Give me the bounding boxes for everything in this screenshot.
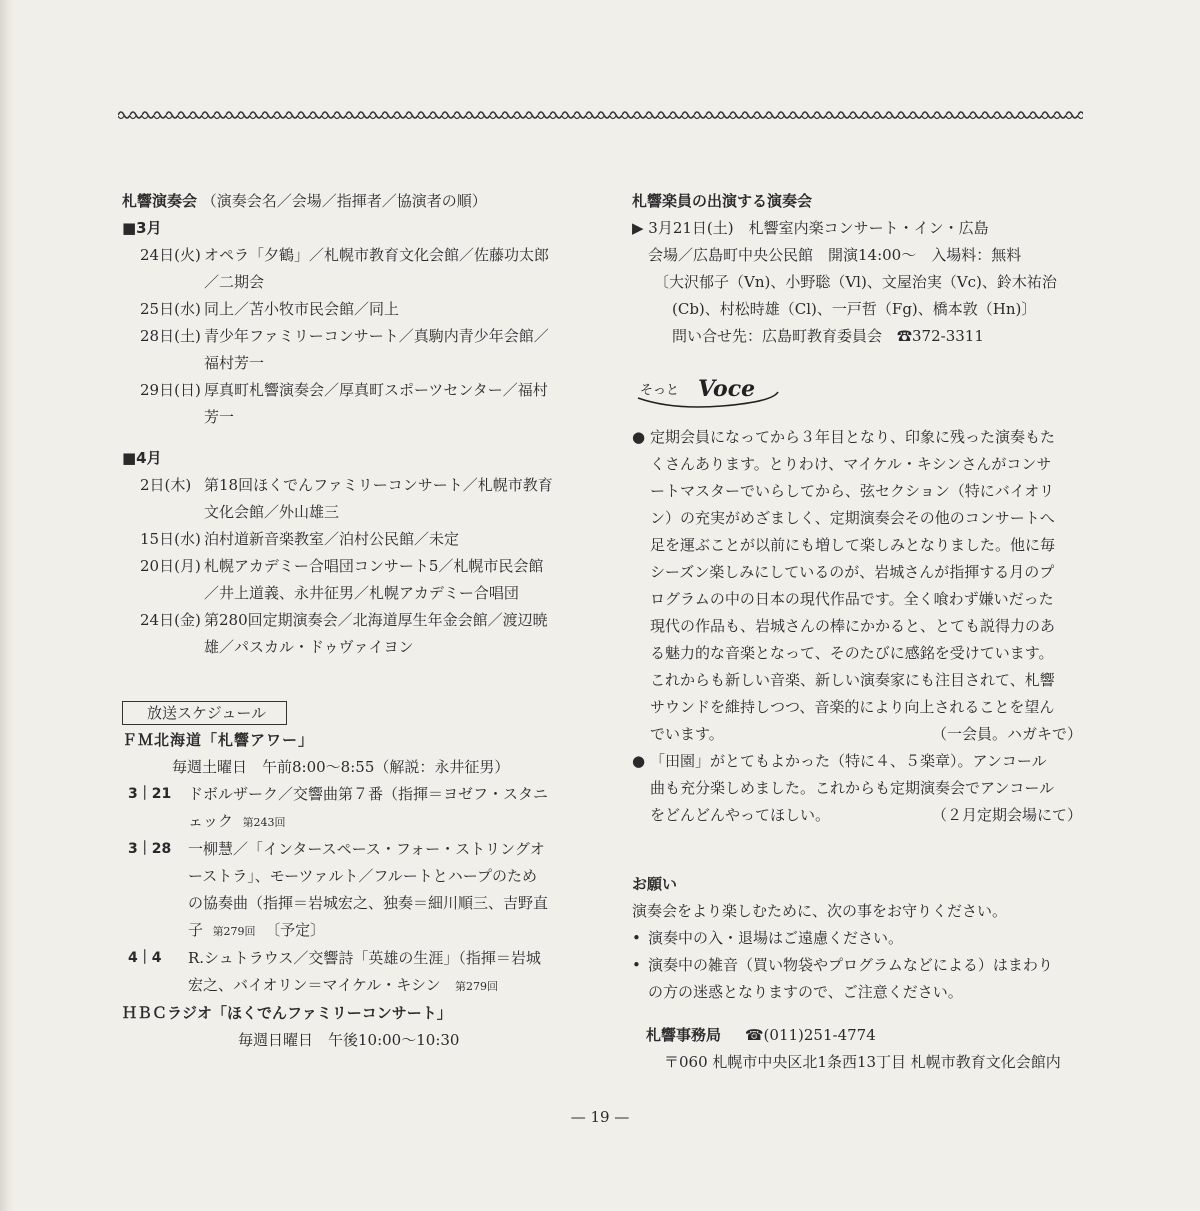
office-info [632,1022,1082,1049]
voice-line: ログラムの中の日本の現代作品です。全く喰わず嫌いだった [650,590,1054,608]
voice-line: シーズン楽しみにしているのが、岩城さんが指揮する月のプ [650,563,1055,581]
broadcast-line: 一柳慧／「インタースペース・フォー・ストリングオ [188,840,545,858]
event-item [122,242,582,296]
broadcast-line-wrap [188,917,582,945]
request-item [632,925,1082,952]
month-march [122,215,582,431]
request-bullet: • [632,956,641,974]
broadcast-line: ーストラ」、モーツァルト／フルートとハープのため [188,867,538,885]
broadcast-item [122,836,582,945]
broadcast-line: ドボルザーク／交響曲第７番（指揮＝ヨゼフ・スタニ [188,785,549,803]
broadcast-schedule-label: 放送スケジュール [147,704,267,722]
event-date: 28日(土) [140,327,201,345]
svg-text:Voce: Voce [698,376,756,402]
broadcast-line: ェック [188,812,234,830]
voice-line-wrap [650,802,1082,829]
concert-contact: 問い合せ先：広島町教育委員会 ☎372-3311 [672,327,984,345]
voice-signature: （一会員。ハガキで） [931,725,1082,743]
event-date: 24日(火) [140,246,201,264]
event-item [122,607,582,661]
voce-logo [632,370,1082,410]
concerts-heading-note: （演奏会名／会場／指揮者／協演者の順） [201,192,487,210]
concert-members: 〔大沢郁子（Vn)、小野聡（Vl)、文屋治実（Vc)、鈴木祐治 [654,273,1057,291]
broadcast-date: 3｜28 [128,841,172,857]
event-line: 厚真町札響演奏会／厚真町スポーツセンター／福村 [204,381,548,399]
event-date: 2日(木) [140,476,192,494]
event-line: 芳一 [204,408,235,426]
concerts-heading-title: 札響演奏会 [122,192,198,210]
voice-line: ン）の充実がめざましく、定期演奏会その他のコンサートへ [650,509,1055,527]
member-concerts-heading: 札響楽員の出演する演奏会 [632,192,813,210]
page-number: — 19 — [570,1108,630,1126]
event-line: ／二期会 [204,273,265,291]
event-line: 文化会館／外山雄三 [204,503,340,521]
broadcast-date: 4｜4 [128,950,162,966]
event-item [122,526,582,553]
event-line: ／井上道義、永井征男／札幌アカデミー合唱団 [204,584,519,602]
voice-line-wrap [650,721,1082,748]
broadcast-note: 第279回 [212,925,256,938]
broadcast-line: の協奏曲（指揮＝岩城宏之、独奏＝細川順三、吉野直 [188,894,549,912]
request-title: お願い [632,875,678,893]
voice-line: サウンドを維持しつつ、音楽的により向上されることを望ん [650,698,1055,716]
right-column [632,188,1082,1076]
office-phone: ☎(011)251-4774 [744,1026,876,1044]
wavy-divider [118,108,1083,122]
concerts-heading [122,188,582,215]
event-line: 第18回ほくでんファミリーコンサート／札幌市教育 [204,476,553,494]
concert-venue: 会場／広島町中央公民館 開演14:00〜 入場料：無料 [648,246,1022,264]
month-april [122,445,582,661]
event-line: 札幌アカデミー合唱団コンサート5／札幌市民会館 [204,557,544,575]
event-item [122,377,582,431]
event-date: 25日(水) [140,300,201,318]
event-item [122,323,582,377]
broadcast-item [122,781,582,836]
concert-title: ▶ 3月21日(土) 札響室内楽コンサート・イン・広島 [632,219,989,237]
voice-bullet: ● [632,428,646,446]
request-bullet: • [632,929,641,947]
event-line: 第280回定期演奏会／北海道厚生年金会館／渡辺暁 [204,611,548,629]
broadcast-line: 宏之、バイオリン＝マイケル・キシン [188,976,441,994]
event-line: 福村芳一 [204,354,265,372]
event-line: 青少年ファミリーコンサート／真駒内青少年会館／ [204,327,549,345]
voice-line: る魅力的な音楽となって、そのたびに感銘を受けています。 [650,644,1054,662]
voice-line: 曲も充分楽しめました。これからも定期演奏会でアンコール [650,779,1055,797]
broadcast-line: 子 [188,921,204,939]
broadcast-date: 3｜21 [128,786,172,802]
request-line: 演奏中の入・退場はご遠慮ください。 [648,929,904,947]
voice-signature: （２月定期会場にて） [931,806,1082,824]
event-item [122,296,582,323]
request-intro: 演奏会をより楽しむために、次の事をお守りください。 [632,902,1008,920]
event-date: 24日(金) [140,611,201,629]
voice-line: これからも新しい音楽、新しい演奏家にも注目されて、札響 [650,671,1055,689]
voice-line: くさんあります。とりわけ、マイケル・キシンさんがコンサ [650,455,1052,473]
binding-shadow [0,0,14,1211]
month-label: ■4月 [122,449,162,467]
event-date: 15日(水) [140,530,201,548]
broadcast-extra: 〔予定〕 [265,921,326,939]
event-line: オペラ「夕鶴」／札幌市教育文化会館／佐藤功太郎 [204,246,550,264]
voice-line: 現代の作品も、岩城さんの棒にかかると、とても説得力のあ [650,617,1056,635]
voce-logo-graphic [632,370,782,410]
voice-line: をどんどんやってほしい。 [650,806,831,824]
broadcast-line-wrap [188,972,582,1000]
voice-item [632,424,1082,748]
request-item [632,952,1082,1006]
voice-line: 定期会員になってから３年目となり、印象に残った演奏もた [650,428,1056,446]
voice-line: ートマスターでいらしてから、弦セクション（特にバイオリ [650,482,1055,500]
voice-line: 「田園」がとてもよかった（特に４、５楽章）。アンコール [650,752,1047,770]
event-item [122,472,582,526]
hbc-program-time: 毎週日曜日 午後10:00〜10:30 [238,1031,460,1049]
broadcast-line-wrap [188,808,582,836]
month-label: ■3月 [122,219,162,237]
hbc-program-title: ＨＢＣラジオ「ほくでんファミリーコンサート」 [122,1004,452,1022]
event-date: 20日(月) [140,557,201,575]
fm-program-title: ＦＭ北海道「札響アワー」 [122,731,315,749]
request-line: 演奏中の雑音（買い物袋やプログラムなどによる）はまわり [648,956,1053,974]
fm-program-time: 毎週土曜日 午前8:00〜8:55（解説：永井征男） [172,758,510,776]
office-address: 〒060 札幌市中央区北1条西13丁目 札幌市教育文化会館内 [664,1053,1061,1071]
concert-members: (Cb)、村松時雄（Cl)、一戸哲（Fg)、橋本敦（Hn)〕 [672,300,1037,318]
broadcast-note: 第243回 [242,816,286,829]
event-line: 同上／苫小牧市民会館／同上 [204,300,400,318]
spacer [122,431,582,445]
office-name: 札響事務局 [646,1026,722,1044]
event-date: 29日(日) [140,381,201,399]
voice-item [632,748,1082,829]
broadcast-schedule-box [122,701,287,725]
request-line: の方の迷惑となりますので、ご注意ください。 [648,983,963,1001]
broadcast-item [122,945,582,1000]
svg-text:そっと: そっと [640,383,680,398]
event-line: 泊村道新音楽教室／泊村公民館／未定 [204,530,460,548]
voice-bullet: ● [632,752,646,770]
left-column [122,188,582,1054]
broadcast-note: 第279回 [455,980,498,993]
event-line: 雄／パスカル・ドゥヴァイヨン [204,638,414,656]
event-item [122,553,582,607]
voice-line: でいます。 [650,725,724,743]
voice-line: 足を運ぶことが以前にも増して楽しみとなりました。他に毎 [650,536,1056,554]
broadcast-line: R.シュトラウス／交響詩「英雄の生涯」（指揮＝岩城 [188,949,541,967]
